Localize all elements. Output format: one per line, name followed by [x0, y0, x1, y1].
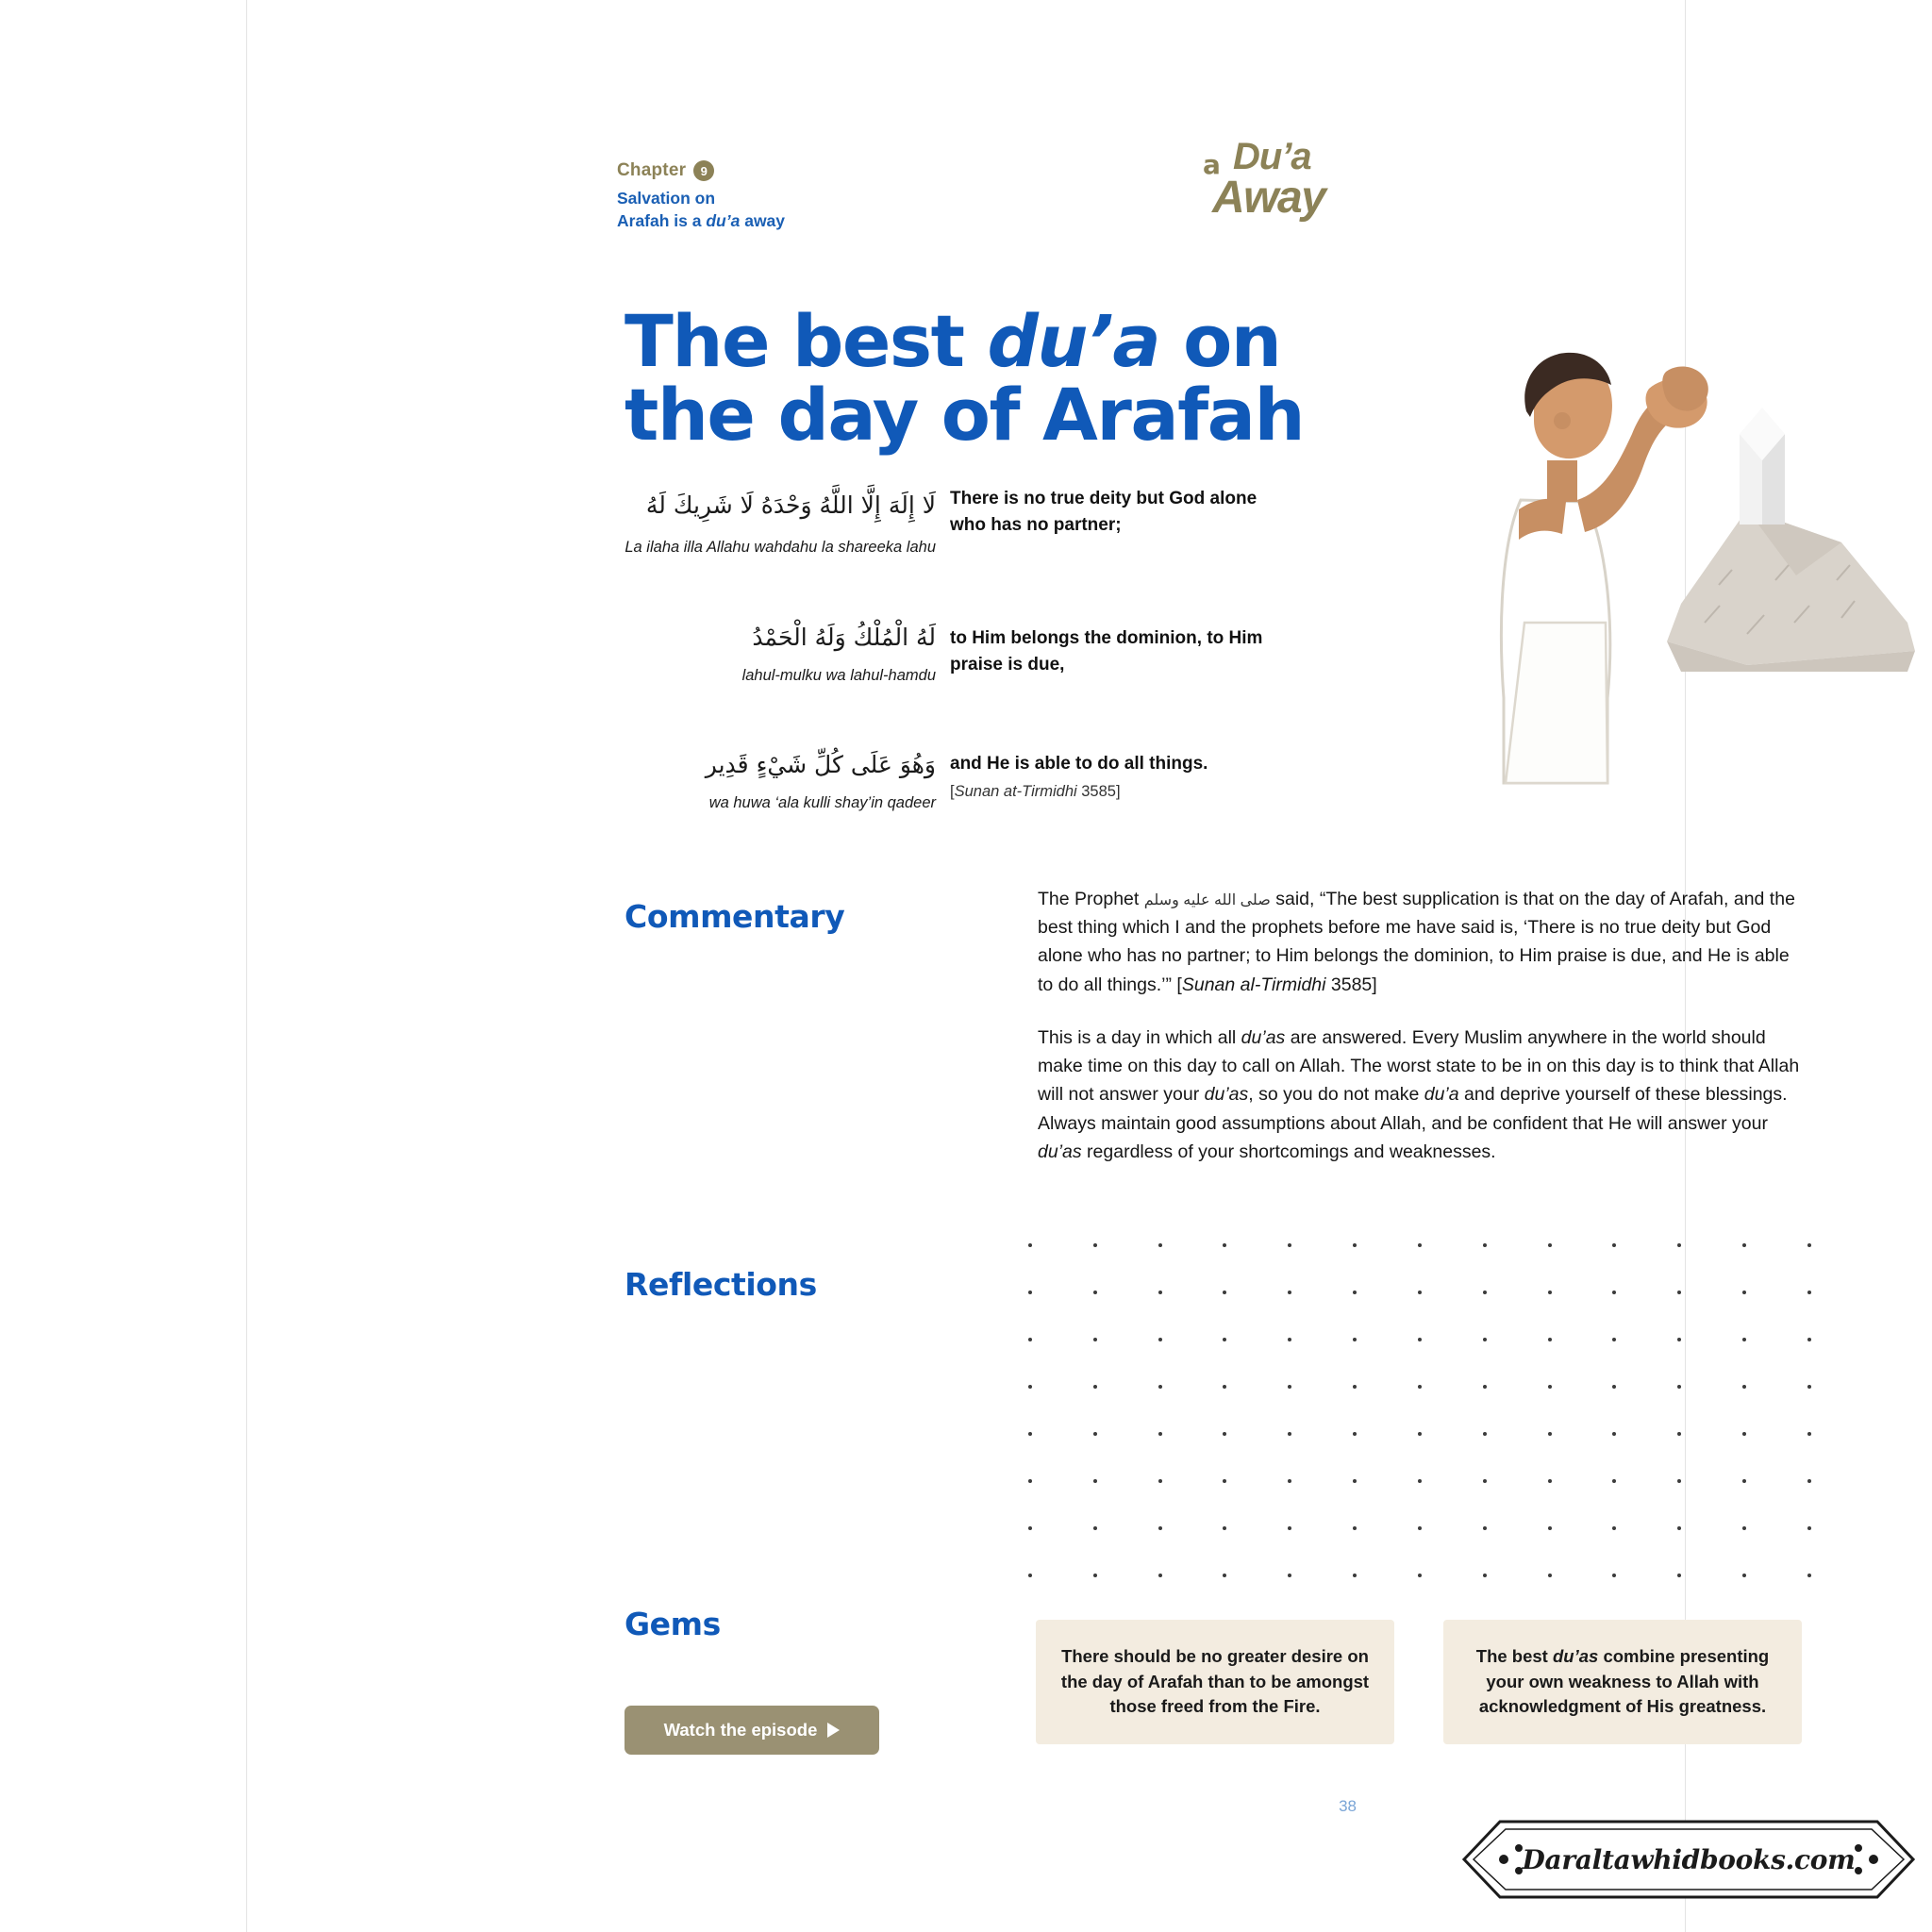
watermark-text: [1462, 1816, 1915, 1903]
brand-logo: [1180, 132, 1359, 236]
reflections-dot: [1612, 1338, 1616, 1341]
reflections-dot: [1288, 1479, 1291, 1483]
reflections-dot: [1483, 1479, 1487, 1483]
reflections-dot: [1028, 1291, 1032, 1294]
reflections-dot: [1418, 1526, 1422, 1530]
reflections-dot: [1807, 1243, 1811, 1247]
dua-english: to Him belongs the dominion, to Him praise is due,: [950, 628, 1263, 675]
reflections-dot-row: [1028, 1526, 1811, 1530]
reflections-dot: [1548, 1526, 1552, 1530]
dua-block: [625, 486, 1379, 858]
reflections-dot: [1807, 1574, 1811, 1577]
reflections-dot-grid[interactable]: [1028, 1243, 1811, 1621]
watch-episode-label: Watch the episode: [663, 1720, 818, 1740]
reflections-dot: [1418, 1243, 1422, 1247]
reflections-dot: [1353, 1526, 1357, 1530]
reflections-dot: [1158, 1432, 1162, 1436]
reflections-dot: [1612, 1243, 1616, 1247]
reflections-dot: [1483, 1526, 1487, 1530]
reflections-dot: [1418, 1291, 1422, 1294]
dua-transliteration: wa huwa ‘ala kulli shay’in qadeer: [708, 794, 936, 811]
reflections-dot: [1548, 1385, 1552, 1389]
page-title: The best du’a on the day of Arafah: [625, 298, 1305, 458]
section-heading-commentary: Commentary: [625, 898, 845, 936]
commentary-paragraph-2: This is a day in which all du’as are answered. Every Muslim anywhere in the world should make time on this day to call on Allah. The worst state to be in on this day is to think that Allah will not answer your du’as, so you do not make du’a and deprive yourself of these blessings. Always maintain good assumptions about Allah, and be confident that He will answer your du’as regardless of your shortcomings and weaknesses.: [1038, 1026, 1800, 1162]
brand-logo-away: Away: [1212, 173, 1325, 223]
reflections-dot: [1158, 1243, 1162, 1247]
reflections-dot: [1807, 1338, 1811, 1341]
reflections-dot: [1223, 1243, 1226, 1247]
reflections-dot: [1223, 1385, 1226, 1389]
reflections-dot: [1612, 1526, 1616, 1530]
reflections-dot: [1223, 1432, 1226, 1436]
reflections-dot: [1742, 1385, 1746, 1389]
reflections-dot: [1548, 1432, 1552, 1436]
reflections-dot: [1028, 1432, 1032, 1436]
reflections-dot: [1677, 1243, 1681, 1247]
reflections-dot: [1158, 1479, 1162, 1483]
reflections-dot: [1093, 1291, 1097, 1294]
dua-arabic: لَهُ الْمُلْكُ وَلَهُ الْحَمْدُ: [752, 624, 936, 651]
reflections-dot: [1418, 1338, 1422, 1341]
reflections-dot: [1418, 1574, 1422, 1577]
section-heading-reflections: Reflections: [625, 1266, 817, 1304]
reflections-dot: [1612, 1291, 1616, 1294]
reflections-dot: [1093, 1243, 1097, 1247]
dua-row: [625, 745, 1379, 858]
reflections-dot: [1093, 1338, 1097, 1341]
reflections-dot: [1158, 1338, 1162, 1341]
reflections-dot: [1288, 1526, 1291, 1530]
reflections-dot: [1483, 1432, 1487, 1436]
reflections-dot-row: [1028, 1479, 1811, 1483]
reflections-dot: [1028, 1526, 1032, 1530]
reflections-dot: [1418, 1432, 1422, 1436]
reflections-dot: [1612, 1385, 1616, 1389]
reflections-dot: [1483, 1385, 1487, 1389]
reflections-dot-row: [1028, 1243, 1811, 1247]
reflections-dot: [1223, 1291, 1226, 1294]
reflections-dot: [1288, 1338, 1291, 1341]
reflections-dot: [1093, 1479, 1097, 1483]
reflections-dot: [1742, 1338, 1746, 1341]
watermark-brand: Daraltawhidbooks: [1522, 1843, 1786, 1875]
dua-english: There is no true deity but God alone who has no partner;: [950, 489, 1257, 535]
reflections-dot: [1677, 1574, 1681, 1577]
reflections-dot: [1158, 1385, 1162, 1389]
reflections-dot: [1742, 1291, 1746, 1294]
reflections-dot: [1158, 1526, 1162, 1530]
reflections-dot: [1742, 1574, 1746, 1577]
reflections-dot: [1548, 1338, 1552, 1341]
reflections-dot: [1742, 1432, 1746, 1436]
gem-card: [1036, 1620, 1394, 1744]
chapter-subtitle: Salvation on Arafah is a du’a away: [617, 189, 786, 230]
reflections-dot: [1223, 1574, 1226, 1577]
reflections-dot: [1353, 1432, 1357, 1436]
commentary-paragraph-1: The Prophet صلى الله عليه وسلم said, “The best supplication is that on the day of Arafah, and the best thing which I and the prophets before me have said is, ‘There is no true deity but God alone who has no partner; to Him belongs the dominion, to Him praise is due, and He is able to do all things.’” [Sunan al-Tirmidhi 3585]: [1038, 889, 1795, 995]
reflections-dot-row: [1028, 1385, 1811, 1389]
reflections-dot: [1612, 1574, 1616, 1577]
reflections-dot: [1483, 1338, 1487, 1341]
reflections-dot: [1418, 1479, 1422, 1483]
reflections-dot: [1093, 1432, 1097, 1436]
reflections-dot-row: [1028, 1432, 1811, 1436]
chapter-line: [617, 160, 1013, 181]
reflections-dot: [1742, 1243, 1746, 1247]
dua-source: [Sunan at-Tirmidhi 3585]: [950, 782, 1121, 800]
reflections-dot: [1028, 1385, 1032, 1389]
chapter-word: Chapter: [617, 160, 687, 180]
reflections-dot: [1093, 1526, 1097, 1530]
reflections-dot: [1158, 1574, 1162, 1577]
dua-arabic: وَهُوَ عَلَى كُلِّ شَيْءٍ قَدِير: [705, 751, 936, 778]
reflections-dot: [1677, 1338, 1681, 1341]
watermark-suffix: .com: [1785, 1843, 1856, 1875]
reflections-dot-row: [1028, 1338, 1811, 1341]
reflections-dot: [1483, 1574, 1487, 1577]
reflections-dot: [1742, 1526, 1746, 1530]
reflections-dot-row: [1028, 1291, 1811, 1294]
reflections-dot: [1028, 1574, 1032, 1577]
reflections-dot: [1807, 1432, 1811, 1436]
brand-logo-dua: Du’a: [1233, 136, 1311, 177]
reflections-dot: [1677, 1291, 1681, 1294]
reflections-dot: [1483, 1243, 1487, 1247]
reflections-dot: [1548, 1243, 1552, 1247]
chapter-header: [617, 160, 1013, 232]
reflections-dot: [1288, 1432, 1291, 1436]
reflections-dot: [1807, 1526, 1811, 1530]
reflections-dot: [1093, 1574, 1097, 1577]
reflections-dot: [1223, 1338, 1226, 1341]
commentary-body: [1038, 885, 1802, 1191]
reflections-dot: [1742, 1479, 1746, 1483]
reflections-dot: [1288, 1291, 1291, 1294]
chapter-number-badge: 9: [693, 160, 714, 181]
dua-english: [950, 751, 1290, 803]
reflections-dot: [1223, 1479, 1226, 1483]
reflections-dot: [1288, 1385, 1291, 1389]
watermark: [1462, 1816, 1915, 1903]
reflections-dot: [1677, 1385, 1681, 1389]
reflections-dot: [1353, 1243, 1357, 1247]
reflections-dot: [1612, 1479, 1616, 1483]
reflections-dot: [1288, 1574, 1291, 1577]
dua-english-text: and He is able to do all things.: [950, 754, 1208, 774]
reflections-dot: [1353, 1338, 1357, 1341]
reflections-dot: [1028, 1243, 1032, 1247]
reflections-dot: [1288, 1243, 1291, 1247]
pilgrim-illustration: [1464, 340, 1932, 868]
reflections-dot: [1093, 1385, 1097, 1389]
brand-logo-a: a: [1203, 149, 1221, 180]
dua-transliteration: La ilaha illa Allahu wahdahu la shareeka lahu: [625, 539, 936, 556]
reflections-dot: [1548, 1291, 1552, 1294]
reflections-dot: [1353, 1291, 1357, 1294]
gem-text: There should be no greater desire on the day of Arafah than to be amongst those freed from the Fire.: [1060, 1645, 1370, 1717]
reflections-dot: [1807, 1385, 1811, 1389]
book-page: [247, 0, 1856, 1932]
dua-row: [625, 486, 1379, 618]
gem-text: The best du’as combine presenting your own weakness to Allah with acknowledgment of His greatness.: [1475, 1645, 1770, 1717]
reflections-dot: [1028, 1338, 1032, 1341]
reflections-dot: [1677, 1432, 1681, 1436]
dua-row: [625, 618, 1379, 745]
reflections-dot: [1677, 1526, 1681, 1530]
watch-episode-button[interactable]: [625, 1706, 879, 1755]
reflections-dot: [1353, 1479, 1357, 1483]
reflections-dot: [1677, 1479, 1681, 1483]
section-heading-gems: Gems: [625, 1606, 721, 1643]
reflections-dot: [1418, 1385, 1422, 1389]
reflections-dot: [1028, 1479, 1032, 1483]
reflections-dot-row: [1028, 1574, 1811, 1577]
dua-transliteration: lahul-mulku wa lahul-hamdu: [741, 667, 936, 684]
page-number: 38: [1339, 1797, 1357, 1815]
reflections-dot: [1807, 1291, 1811, 1294]
reflections-dot: [1223, 1526, 1226, 1530]
reflections-dot: [1353, 1574, 1357, 1577]
reflections-dot: [1353, 1385, 1357, 1389]
reflections-dot: [1548, 1574, 1552, 1577]
dua-arabic: لَا إِلَهَ إِلَّا اللَّهُ وَحْدَهُ لَا شَرِيكَ لَهُ: [645, 491, 936, 519]
gem-card: [1443, 1620, 1802, 1744]
play-icon: [827, 1723, 840, 1738]
reflections-dot: [1807, 1479, 1811, 1483]
reflections-dot: [1548, 1479, 1552, 1483]
reflections-dot: [1158, 1291, 1162, 1294]
reflections-dot: [1483, 1291, 1487, 1294]
reflections-dot: [1612, 1432, 1616, 1436]
